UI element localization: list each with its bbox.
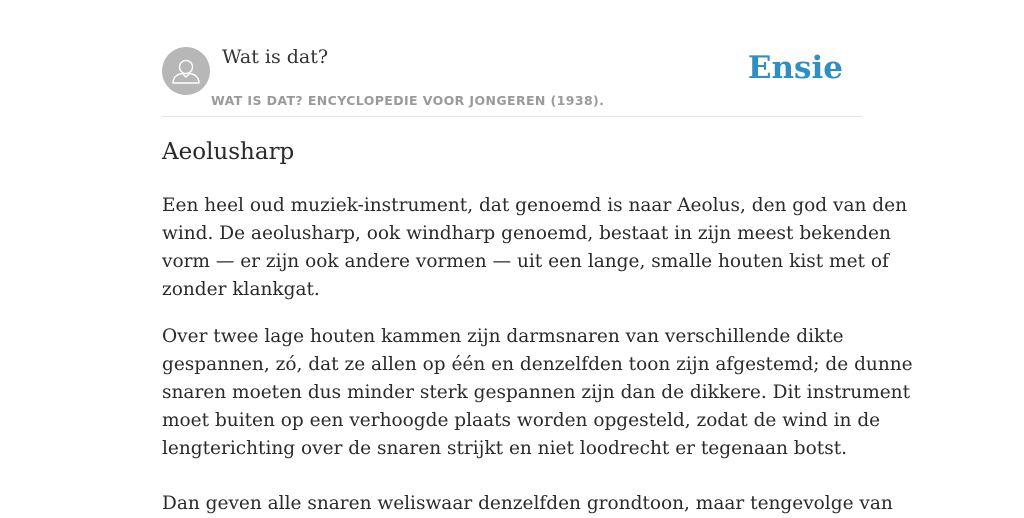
paragraph-line: wind. De aeolusharp, ook windharp genoemd, bestaat in zijn meest bekenden [162,223,891,244]
source-header [162,0,862,117]
source-subtitle[interactable]: WAT IS DAT? ENCYCLOPEDIE VOOR JONGEREN (1938). [211,93,605,108]
paragraph-line: moet buiten op een verhoogde plaats worden opgesteld, zodat de wind in de [162,410,881,431]
paragraph-line: Dan geven alle snaren weliswaar denzelfden grondtoon, maar tengevolge van [162,493,893,514]
paragraph-line: zonder klankgat. [162,279,320,300]
article-paragraph-1 [162,192,907,304]
article-title: Aeolusharp [162,139,295,165]
paragraph-line: snaren moeten dus minder sterk gespannen zijn dan de dikkere. Dit instrument [162,382,911,403]
paragraph-line: Over twee lage houten kammen zijn darmsnaren van verschillende dikte [162,326,844,347]
paragraph-line: vorm — er zijn ook andere vormen — uit een lange, smalle houten kist met of [162,251,889,272]
article-paragraph-3 [162,490,893,518]
ensie-logo-link[interactable]: Ensie [747,50,843,86]
paragraph-line: gespannen, zó, dat ze allen op één en denzelfden toon zijn afgestemd; de dunne [162,354,913,375]
source-title[interactable]: Wat is dat? [222,46,329,68]
page-container [162,0,913,514]
article-paragraph-2 [162,323,913,463]
paragraph-line: Een heel oud muziek-instrument, dat genoemd is naar Aeolus, den god van den [162,195,907,216]
user-avatar-icon[interactable] [162,47,210,95]
paragraph-line: lengterichting over de snaren strijkt en niet loodrecht er tegenaan botst. [162,438,848,459]
avatar-graphic [162,47,210,95]
